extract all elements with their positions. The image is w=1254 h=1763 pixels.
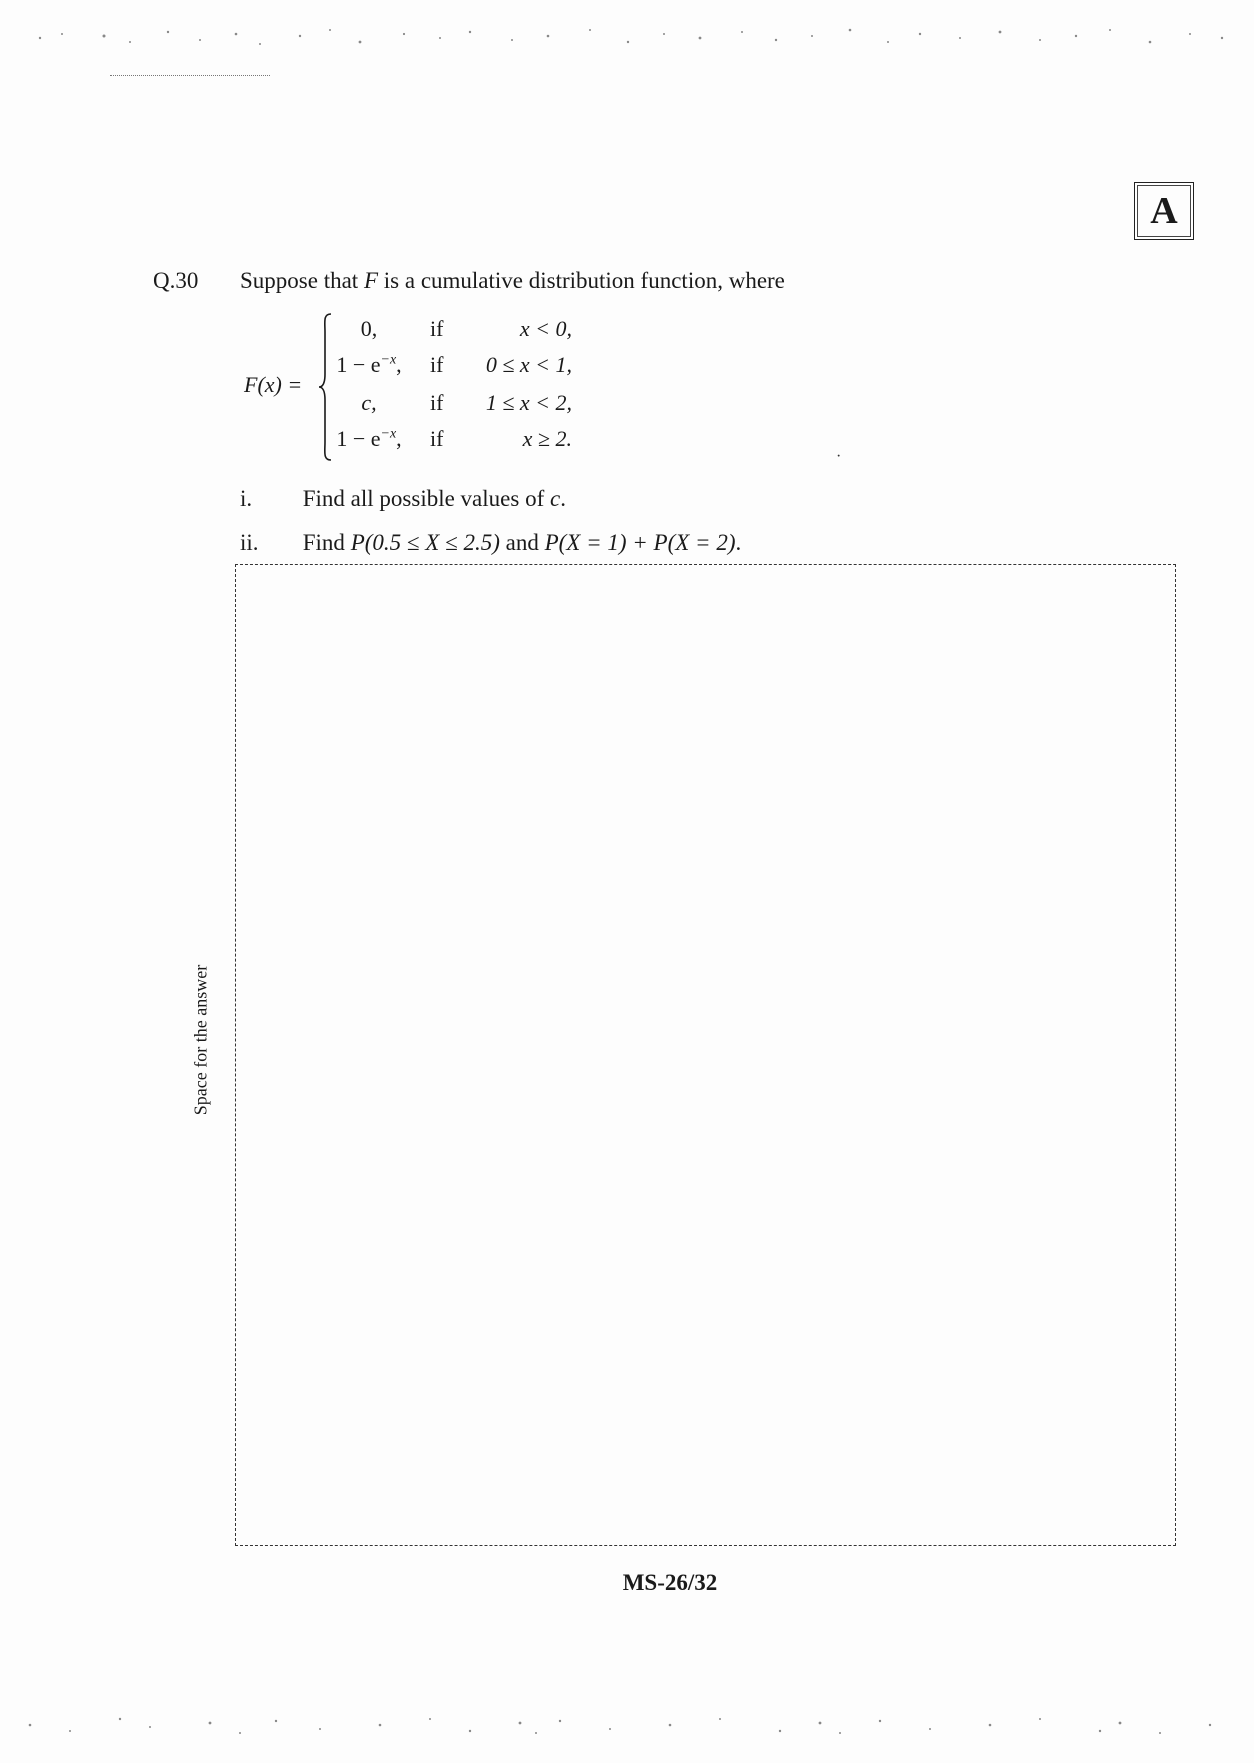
- scan-noise-top: [0, 16, 1254, 56]
- case-condition: x < 0,: [519, 316, 572, 341]
- set-code-box: [1134, 182, 1194, 240]
- header-rule: [110, 75, 270, 76]
- scan-noise-bottom: [0, 1705, 1254, 1745]
- part-text: Find: [302, 530, 345, 555]
- answer-space-label: Space for the answer: [190, 964, 211, 1116]
- part-expr-1: P(0.5 ≤ X ≤ 2.5): [350, 530, 500, 555]
- case-keyword: if: [430, 390, 444, 415]
- question-part-ii: ii. Find P(0.5 ≤ X ≤ 2.5) and P(X = 1) + P(X = 2).: [240, 530, 742, 555]
- part-text-mid: and: [505, 530, 539, 555]
- case-value: $1 - e^{-x}$,: [336, 352, 402, 377]
- case-value: $1 - e^{-x}$,: [336, 426, 402, 451]
- case-value: c,: [361, 390, 377, 415]
- intro-pre: Suppose that: [240, 268, 359, 293]
- answer-space-box[interactable]: [235, 564, 1176, 1546]
- question-intro: [240, 268, 785, 294]
- page-number: MS-26/32: [622, 1570, 718, 1595]
- question-part-i: i. Find all possible values of c.: [240, 486, 566, 511]
- part-text: Find all possible values of: [302, 486, 545, 511]
- part-label: ii.: [240, 530, 259, 555]
- part-var: c: [549, 486, 561, 511]
- case-condition: 1 ≤ x < 2,: [485, 390, 572, 415]
- scan-speck: ·: [836, 448, 842, 465]
- set-code: A: [1150, 190, 1178, 232]
- case-keyword: if: [430, 316, 444, 341]
- case-value: 0,: [360, 316, 378, 341]
- question-number: Q.30: [153, 268, 199, 293]
- part-expr-2: P(X = 1) + P(X = 2): [544, 530, 736, 555]
- case-keyword: if: [430, 426, 444, 451]
- part-label: i.: [240, 486, 253, 511]
- intro-post: is a cumulative distribution function, where: [383, 268, 785, 293]
- intro-var: F: [363, 268, 379, 293]
- piecewise-function: [240, 312, 580, 462]
- case-keyword: if: [430, 352, 444, 377]
- case-condition: 0 ≤ x < 1,: [485, 352, 572, 377]
- function-label: F(x) =: [244, 372, 303, 397]
- case-condition: x ≥ 2.: [522, 426, 572, 451]
